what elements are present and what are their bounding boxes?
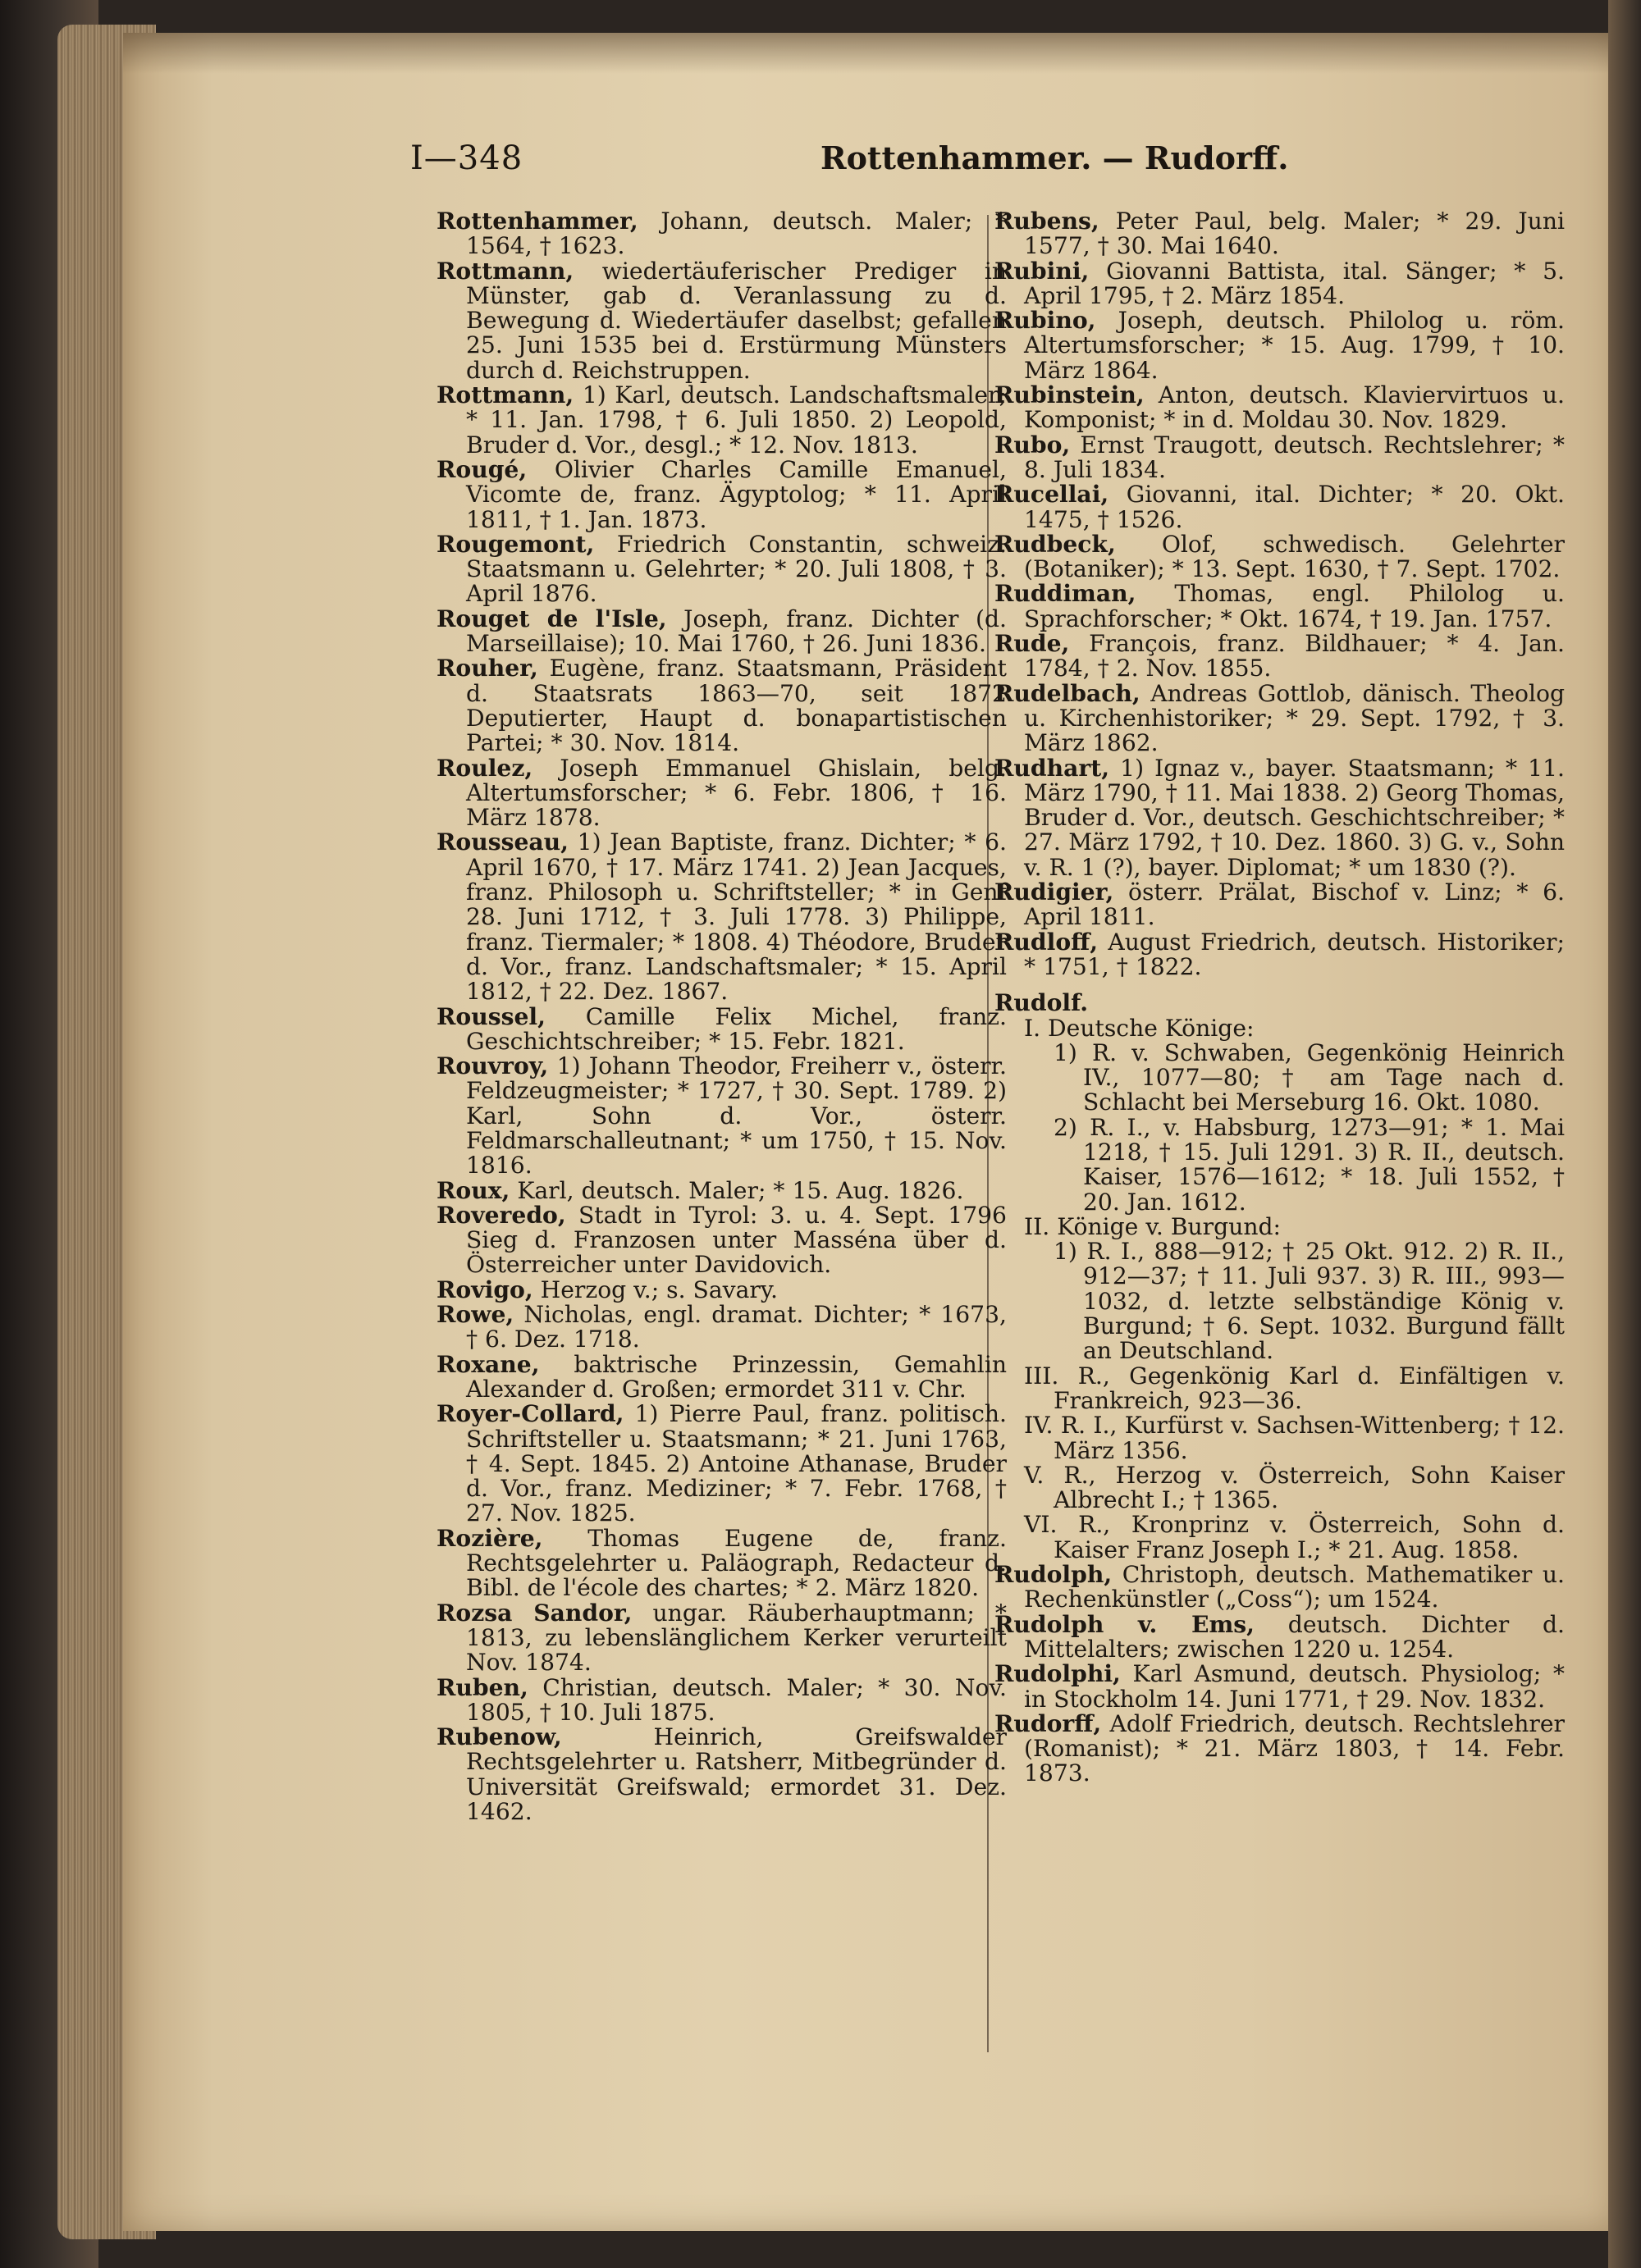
- book-binding-right: [1608, 0, 1641, 2268]
- entry-headword: Rubinstein,: [994, 381, 1145, 409]
- entry-text: Adolf Friedrich, deutsch. Rechtslehrer (Romanist); * 21. März 1803, † 14. Febr. 1873.: [1024, 1709, 1565, 1787]
- entry-text: Giovanni, ital. Dichter; * 20. Okt. 1475, † 1526.: [1024, 481, 1566, 533]
- entry-headword: Rudorff,: [994, 1709, 1102, 1737]
- entry-text: 1) Ignaz v., bayer. Staatsmann; * 11. März 1790, † 11. Mai 1838. 2) Georg Thomas, Bruder d. Vor., deutsch. Geschichtschreiber; * 27. März 1792, † 10. Dez. 1860. 3) G. v., Sohn v. R. 1 (?), bayer. Diplomat; * um 1830 (?).: [1024, 754, 1565, 881]
- dictionary-entry: [994, 1662, 1565, 1712]
- rudolf-section: I. Deutsche Könige:: [1024, 1014, 1255, 1042]
- dictionary-entry: [437, 656, 1007, 755]
- entry-text: deutsch. Dichter d. Mittelalters; zwischen 1220 u. 1254.: [1024, 1610, 1565, 1663]
- entry-headword: Rudolphi,: [994, 1660, 1121, 1688]
- entry-headword: Rubens,: [994, 208, 1099, 235]
- entry-headword: Rucellai,: [994, 481, 1109, 509]
- dictionary-entry: [994, 532, 1565, 582]
- dictionary-entry: [994, 582, 1565, 632]
- entry-headword: Roxane,: [437, 1350, 540, 1378]
- entry-text: Nicholas, engl. dramat. Dichter; * 1673, † 6. Dez. 1718.: [466, 1301, 1007, 1353]
- dictionary-entry: [437, 756, 1007, 831]
- entry-headword: Rouget de l'Isle,: [437, 605, 667, 632]
- dictionary-entry: [437, 1526, 1007, 1601]
- entry-text: Thomas, engl. Philolog u. Sprachforscher; * Okt. 1674, † 19. Jan. 1757.: [1024, 580, 1565, 632]
- entry-text: Joseph, deutsch. Philolog u. röm. Altertumsforscher; * 15. Aug. 1799, † 10. März 1864.: [1024, 307, 1565, 384]
- entry-text: Karl Asmund, deutsch. Physiolog; * in Stockholm 14. Juni 1771, † 29. Nov. 1832.: [1024, 1660, 1565, 1713]
- dictionary-entry: [994, 930, 1565, 980]
- dictionary-entry: [994, 482, 1565, 532]
- entry-text: Stadt in Tyrol: 3. u. 4. Sept. 1796 Sieg d. Franzosen unter Masséna über d. Österreicher unter Davidovich.: [466, 1201, 1007, 1279]
- entry-headword: Roussel,: [437, 1002, 546, 1030]
- dictionary-entry: [437, 383, 1007, 458]
- rudolf-section: III. R., Gegenkönig Karl d. Einfältigen v. Frankreich, 923—36.: [1024, 1362, 1565, 1414]
- entry-text: 1) Pierre Paul, franz. politisch. Schriftsteller u. Staatsmann; * 21. Juni 1763, † 4. Sept. 1845. 2) Antoine Athanase, Bruder d. Vor., franz. Mediziner; * 7. Febr. 1768, † 27. Nov. 1825.: [466, 1400, 1007, 1527]
- entry-text: Christoph, deutsch. Mathematiker u. Rechenkünstler („Coss“); um 1524.: [1024, 1561, 1566, 1613]
- dictionary-entry: [994, 259, 1565, 309]
- dictionary-entry: [437, 607, 1007, 657]
- page-top-shadow: [123, 33, 1616, 74]
- entry-text: Heinrich, Greifswalder Rechtsgelehrter u. Ratsherr, Mitbegründer d. Universität Greifswald; ermordet 31. Dez. 1462.: [466, 1723, 1007, 1825]
- entry-text: Eugène, franz. Staatsmann, Präsident d. Staatsrats 1863—70, seit 1872 Deputierter, Haupt d. bonapartistischen Partei; * 30. Nov. 1814.: [466, 655, 1007, 757]
- left-column: [437, 209, 1007, 1824]
- dictionary-entry: [994, 308, 1565, 383]
- entry-headword: Rottmann,: [437, 257, 574, 285]
- dictionary-entry: [437, 1002, 1007, 1055]
- entry-headword: Roveredo,: [437, 1201, 566, 1229]
- running-head: Rottenhammer. — Rudorff.: [820, 139, 1289, 176]
- entry-headword: Rozsa Sandor,: [437, 1599, 633, 1627]
- entry-headword: Rottenhammer,: [437, 208, 638, 235]
- entry-headword: Roulez,: [437, 754, 533, 782]
- entry-text: Anton, deutsch. Klaviervirtuos u. Komponist; * in d. Moldau 30. Nov. 1829.: [1024, 381, 1565, 434]
- rudolf-subentry: 1) R. I., 888—912; † 25 Okt. 912. 2) R. II., 912—37; † 11. Juli 937. 3) R. III., 993—1032, d. letzte selbständige König v. Burgund; † 6. Sept. 1032. Burgund fällt an Deutschland.: [1054, 1238, 1565, 1365]
- entry-text: ungar. Räuberhauptmann; * 1813, zu lebenslänglichem Kerker verurteilt Nov. 1874.: [466, 1599, 1007, 1677]
- entry-headword: Royer-Collard,: [437, 1400, 624, 1428]
- dictionary-entry: [437, 1176, 1007, 1204]
- entry-text: Friedrich Constantin, schweiz. Staatsmann u. Gelehrter; * 20. Juli 1808, † 3. April 1876.: [466, 530, 1007, 608]
- entry-headword: Rousseau,: [437, 828, 569, 856]
- entry-headword: Rudhart,: [994, 754, 1110, 782]
- entry-text: baktrische Prinzessin, Gemahlin Alexander d. Großen; ermordet 311 v. Chr.: [466, 1350, 1007, 1403]
- entry-text: August Friedrich, deutsch. Historiker; * 1751, † 1822.: [1024, 928, 1565, 980]
- dictionary-entry: [437, 1350, 1007, 1403]
- entry-headword: Rudbeck,: [994, 530, 1116, 558]
- entry-headword: Rubini,: [994, 257, 1090, 285]
- dictionary-entry: [437, 1203, 1007, 1278]
- rudolf-section: IV. R. I., Kurfürst v. Sachsen-Wittenberg; † 12. März 1356.: [1024, 1412, 1565, 1464]
- dictionary-entry: [994, 433, 1565, 483]
- entry-headword: Rudelbach,: [994, 679, 1140, 707]
- entry-text: Joseph, franz. Dichter (d. Marseillaise); 10. Mai 1760, † 26. Juni 1836.: [466, 605, 1008, 658]
- dictionary-entry: [437, 259, 1007, 383]
- dictionary-entry: [437, 1725, 1007, 1824]
- entry-headword: Rozière,: [437, 1524, 543, 1552]
- rudolf-section: V. R., Herzog v. Österreich, Sohn Kaiser Albrecht I.; † 1365.: [1024, 1461, 1565, 1514]
- entry-headword: Rubino,: [994, 307, 1096, 335]
- entry-headword: Rottmann,: [437, 381, 574, 409]
- entry-text: Joseph Emmanuel Ghislain, belg. Altertumsforscher; * 6. Febr. 1806, † 16. März 1878.: [466, 754, 1007, 832]
- entry-headword: Rovigo,: [437, 1275, 533, 1303]
- dictionary-entry: [437, 1402, 1007, 1526]
- dictionary-entry: [437, 1673, 1007, 1726]
- dictionary-entry: [994, 1563, 1565, 1613]
- entry-headword-rudolf: Rudolf.: [994, 989, 1089, 1017]
- entry-headword: Rouvroy,: [437, 1052, 549, 1080]
- dictionary-entry: [994, 1610, 1565, 1663]
- page-header: [410, 139, 1616, 197]
- entry-headword: Rouher,: [437, 655, 538, 682]
- entry-text: wiedertäuferischer Prediger in Münster, gab d. Veranlassung zu d. Bewegung d. Wiedertäufer daselbst; gefallen 25. Juni 1535 bei d. Erstürmung Münsters durch d. Reichstruppen.: [466, 257, 1007, 384]
- entry-text: 1) Johann Theodor, Freiherr v., österr. Feldzeugmeister; * 1727, † 30. Sept. 1789. 2) Karl, Sohn d. Vor., österr. Feldmarschalleutnant; * um 1750, † 15. Nov. 1816.: [466, 1052, 1007, 1180]
- dictionary-entry: [437, 455, 1007, 533]
- dictionary-entry: [437, 1275, 1007, 1303]
- entry-headword: Roux,: [437, 1176, 510, 1204]
- entry-headword: Rowe,: [437, 1301, 514, 1329]
- entry-headword: Ruddiman,: [994, 580, 1136, 608]
- entry-text: österr. Prälat, Bischof v. Linz; * 6. April 1811.: [1024, 878, 1565, 931]
- entry-text: Olivier Charles Camille Emanuel, Vicomte de, franz. Ägyptolog; * 11. April 1811, † 1. Jan. 1873.: [466, 455, 1007, 533]
- entry-text: François, franz. Bildhauer; * 4. Jan. 1784, † 2. Nov. 1855.: [1024, 630, 1565, 682]
- entry-text: 1) Karl, deutsch. Landschaftsmaler; * 11. Jan. 1798, † 6. Juli 1850. 2) Leopold, Bruder d. Vor., desgl.; * 12. Nov. 1813.: [466, 381, 1007, 459]
- dictionary-entry: [994, 383, 1565, 433]
- entry-headword: Rubo,: [994, 431, 1071, 459]
- entry-text: Giovanni Battista, ital. Sänger; * 5. April 1795, † 2. März 1854.: [1024, 257, 1565, 309]
- rudolf-section: II. Könige v. Burgund:: [1024, 1212, 1282, 1240]
- entry-text: Olof, schwedisch. Gelehrter (Botaniker); * 13. Sept. 1630, † 7. Sept. 1702.: [1024, 530, 1565, 583]
- entry-text: Thomas Eugene de, franz. Rechtsgelehrter u. Paläograph, Redacteur d. Bibl. de l'école des chartes; * 2. März 1820.: [466, 1524, 1007, 1602]
- entry-text: Christian, deutsch. Maler; * 30. Nov. 1805, † 10. Juli 1875.: [466, 1673, 1007, 1726]
- entry-text: 1) Jean Baptiste, franz. Dichter; * 6. April 1670, † 17. März 1741. 2) Jean Jacques, franz. Philosoph u. Schriftsteller; * in Genf 28. Juni 1712, † 3. Juli 1778. 3) Philippe, franz. Tiermaler; * 1808. 4) Théodore, Bruder d. Vor., franz. Landschaftsmaler; * 15. April 1812, † 22. Dez. 1867.: [466, 828, 1008, 1006]
- dictionary-entry: [994, 756, 1565, 880]
- entry-text: Peter Paul, belg. Maler; * 29. Juni 1577, † 30. Mai 1640.: [1024, 208, 1565, 260]
- entry-headword: Rude,: [994, 630, 1070, 658]
- dictionary-entry: [994, 679, 1565, 757]
- page-number: I—348: [410, 139, 523, 177]
- entry-headword: Rudigier,: [994, 878, 1114, 906]
- rudolf-subentry: 2) R. I., v. Habsburg, 1273—91; * 1. Mai 1218, † 15. Juli 1291. 3) R. II., deutsch. Kaiser, 1576—1612; * 18. Juli 1552, † 20. Jan. 1612.: [1054, 1113, 1565, 1216]
- entry-headword: Rougemont,: [437, 530, 595, 558]
- entry-headword: Rubenow,: [437, 1723, 562, 1751]
- dictionary-entry: [437, 830, 1007, 1004]
- right-column: [994, 209, 1565, 1787]
- entry-text: Andreas Gottlob, dänisch. Theolog u. Kirchenhistoriker; * 29. Sept. 1792, † 3. März 1862.: [1024, 679, 1565, 757]
- dictionary-entry: [994, 1709, 1565, 1787]
- entry-headword: Rudolph v. Ems,: [994, 1610, 1255, 1638]
- entry-headword: Ruben,: [437, 1673, 528, 1701]
- entry-text: Camille Felix Michel, franz. Geschichtschreiber; * 15. Febr. 1821.: [466, 1002, 1007, 1055]
- entry-text: Karl, deutsch. Maler; * 15. Aug. 1826.: [517, 1176, 964, 1204]
- entry-headword: Rougé,: [437, 455, 528, 483]
- dictionary-entry: [994, 209, 1565, 259]
- entry-text: Johann, deutsch. Maler; * 1564, † 1623.: [466, 208, 1007, 260]
- dictionary-entry: [437, 532, 1007, 607]
- rudolf-subentry: 1) R. v. Schwaben, Gegenkönig Heinrich IV., 1077—80; † am Tage nach d. Schlacht bei Merseburg 16. Okt. 1080.: [1054, 1038, 1565, 1116]
- dictionary-entry: [994, 880, 1565, 930]
- dictionary-entry: [437, 209, 1007, 259]
- entry-headword: Rudloff,: [994, 928, 1099, 956]
- rudolf-section: VI. R., Kronprinz v. Österreich, Sohn d. Kaiser Franz Joseph I.; * 21. Aug. 1858.: [1024, 1511, 1565, 1563]
- entry-text: Herzog v.; s. Savary.: [540, 1275, 779, 1303]
- dictionary-entry: [437, 1054, 1007, 1178]
- dictionary-entry: [437, 1601, 1007, 1676]
- dictionary-entry: [994, 632, 1565, 682]
- entry-headword: Rudolph,: [994, 1561, 1113, 1589]
- entry-text: Ernst Traugott, deutsch. Rechtslehrer; * 8. Juli 1834.: [1024, 431, 1565, 483]
- dictionary-entry: [437, 1303, 1007, 1353]
